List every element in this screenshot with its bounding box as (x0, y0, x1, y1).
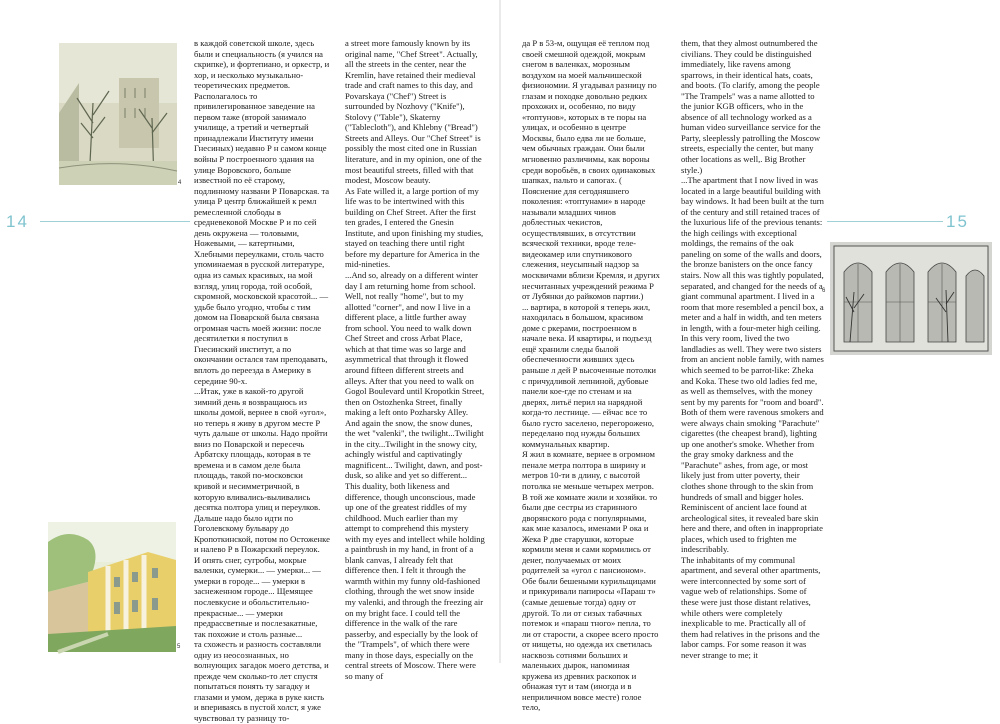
text-column-english-left (345, 38, 485, 681)
page-number-rule-right (827, 221, 943, 222)
paragraph: them, that they almost outnumbered the civilians. They could be distinguished immediately, like ravens among sparrows, in their identical hats, coats, and boots. (To clarify, among the people "The Trampels" was a name allotted to the junior KGB officers, who in the absence of all technology worked as a human video surveillance service for the Party, sleeplessly patrolling the Moscow streets, especially the center, but many other locations as well,. Big Brother style.) (681, 38, 821, 175)
paragraph: Я жил в комнате, вернее в огромном пенале метра полтора в ширину и метров 10-ти в длину, с высотой потолка не меньше четырех метров. В той же комнате жили и хозяйки. то были две сестры из старинного дворянского рода с популярными, как мне казалось, именами Р ока и Жека Р две старушки, которые кормили меня и сами кормились от денег, получаемых от моих родителей за «угол с пансионом». Обе были бешеными курильщицами и прикуривали папиросы «Параш т» (самые дешевые тогда) одну от другой. То ли от сизых табачных потемок и «параш тного» пепла, то ли от старости, а скорее всего просто от нищеты, но одежда их светилась насквозь сотнями больших и маленьких дырок, напоминая кружева из древних раскопок и обнажая тут и там (иногда и в неприличном вовсе месте) голое тело, (522, 449, 659, 713)
text-column-english-right (681, 38, 824, 660)
paragraph: та схожесть и разность составляли одну из неосознанных, но волнующих загадок моего детства, и прежде чем сколько-то лет спустя попытаться понять ту загадку и глазами и умом, держа в руке кисть и впериваясь в пустой холст, я уже чувствовал ту разницу то- (194, 639, 329, 723)
paragraph: ...Итак, уже в какой-то другой зимний день я возвращаюсь из школы домой, вернее в свой «угол», но теперь я живу в другом месте Р чуть дальше от школы. Надо пройти вниз по Поварской и пересечь Арбатску площадь, которая в те времена и в самом деле была площадь, такой по-московски кривой и несимметричной, в которую вливались-выливались десятка полтора улиц и переулков. Дальше надо было идти по Гоголевскому бульвару до Кропоткинской, потом по Остоженке и налево Р в Пожарский переулок. (194, 386, 330, 555)
text-column-russian-left (194, 38, 330, 723)
paragraph: As Fate willed it, a large portion of my life was to be intertwined with this building on Chef Street. After the first ten grades, I entered the Gnesin Institute, and upon finishing my studies, stayed on teaching there until right before my departure for America in the mid-nineties. (345, 185, 484, 270)
figure-number-6: 6 (822, 288, 826, 294)
paragraph: И опять снег, сугробы, мокрые валенки, сумерки... — умерки... — умерки в городе... — умерки в заснеженном городе... Щемящее послевкусие и обольстительно-прекрасные... — умерки предрассветные и послезакатные, так похожие и столь разные... (194, 554, 321, 639)
page-number-left: 14 (6, 212, 29, 231)
figure-street-sketch (59, 43, 177, 185)
paragraph: The inhabitants of my communal apartment, and several other apartments, were interconnected by some sort of vague web of relationships. Some of these were just those distant relatives, while others were completely inexplicable to me. Practically all of them had relatives in the prisons and the labor camps. For some reason it was never strange to me; it (681, 554, 821, 660)
text-column-russian-right (522, 38, 660, 713)
figure-yellow-building (48, 522, 176, 652)
paragraph: в каждой советской школе, здесь были и специальность (я учился на скрипке), и фортепиано, и оркестр, и хор, и несколько музыкально-теоретических предметов. Располагалось то привилегированное заведение на первом таже (второй занимало училище, а третий и четвертый принадлежали Институту имени Гнесиных) недавно Р н самом конце войны Р построенного здания на улице Воровского, больше известной по её старому, подлинному названи Р Поварская. та улица Р центр ближайшей к ремл ремесленной слободы в средневековой Москве Р и по сей день окружена — толовыми, Ножевыми, — катертными, Хлебными переулками, столь часто упоминаемая в русской литературе, одна из самых красивых, на мой взгляд, улиц города, той особой, скромной, московской красотой... — удьбе было угодно, чтобы с тим домом на Поварской была связана огромная часть моей жизни: после десятилетки я поступил в Гнесинский институт, а по окончании остался там преподавать, вплоть до переезда в Америку в середине 90-х. (194, 38, 330, 386)
figure-number-5: 5 (177, 644, 181, 650)
paragraph: да Р в 53-м, ощущая её теплом под своей смешной одеждой, мокрым снегом в валенках, морозным воздухом на моей мальчишеской физиономии. Я угадывал разницу по глазам и походке довольно редких прохожих и, особенно, по виду «топтунов», которых в те поры на улицах, и особенно в центре Москвы, было едва ли не больше, чем обычных граждан. Они были мгновенно различимы, как вороны среди воробьёв, в своих одинаковых шапках, пальто и сапогах. ( Пояснение для сегодняшнего поколения: «топтунами» в народе называли младших чинов доблестных чекистов, осуществлявших, в отсутствии всяческой техники, вроде теле-видеокамер или спутникового слежения, неусыпный надзор за москвичами вблизи Кремля, и других несчитанных учреждений режима Р от Лубянки до райкомов партии.) (522, 38, 660, 302)
paragraph: ... вартира, в которой я теперь жил, находилась в большом, красивом доме с ркерами, построенном в начале века. И квартиры, и подъезд ещё хранили следы былой обеспеченности живших здесь раньше л дей Р высоченные потолки с причудливой лепниной, дубовые панели кое-где по стенам и на дверях, литьё перил на нарядной когда-то лестнице. — ейчас все то было густо заселено, перегорожено, переделано под нужды больших коммунальных квартир. (522, 301, 656, 449)
center-gutter (499, 0, 501, 663)
figure-facade-drawing (830, 242, 992, 355)
paragraph: ...The apartment that I now lived in was located in a large beautiful building with bay windows. It had been built at the turn of the century and still retained traces of the luxurious life of the previous tenants: the high ceilings with exceptional moldings, the remains of the oak paneling on some of the walls and doors, the bronze banisters on the once fancy stairs. Now all this was tightly populated, separated, and changed for the needs of a giant communal apartment. I lived in a room that more resembled a pencil box, a meter and a half in width, and ten meters in length, with a four-meter high ceiling. In this very room, lived the two landladies as well. They were two sisters from an ancient noble family, with names which seemed to be parrot-like: Zheka and Koka. These two old ladies fed me, as well as themselves, with the money sent by my parents for "room and board". Both of them were ravenous smokers and were always chain smoking "Parachute" cigarettes (the cheapest brand), lighting up one another's smoke. Whether from the gray smoky darkness and the "Parachute" ashes, from age, or most likely just from utter poverty, their clothes shone through to the skin from hundreds of small and bigger holes. Reminiscent of ancient lace found at archeological sites, it revealed bare skin here and there, and often in inappropriate places, which used to frighten me indescribably. (681, 175, 824, 555)
page-number-right: 15 (946, 212, 969, 231)
page-number-rule-left (40, 221, 190, 222)
paragraph: And again the snow, the snow dunes, the wet "valenki", the twilight...Twilight in the city...Twilight in the snowy city, achingly wistful and captivatingly magnificent... Twilight, dawn, and post-dusk, so alike and yet so different... (345, 417, 484, 481)
street-sketch-illustration (59, 43, 177, 185)
paragraph: This duality, both likeness and difference, though unconscious, made up one of the greatest riddles of my childhood. Much earlier than my attempt to comprehend this mystery with my eyes and intellect while holding a paintbrush in my hand, in front of a blank canvas, I already felt that difference then. I felt it through the warmth within my funny old-fashioned clothing, through the wet snow inside my valenki, and through the freezing air on my bright face. I could tell the difference in the walk of the rare passerby, and especially by the look of the "Trampels", of which there were many in those days, especially on the central streets of Moscow. There were so many of (345, 480, 485, 681)
yellow-building-illustration (48, 522, 176, 652)
figure-number-4: 4 (178, 180, 182, 186)
paragraph: a street more famously known by its original name, "Chef Street". Actually, all the streets in the center, near the Kremlin, have retained their medieval trade and craft names to this day, and Povarskaya ("Chef") Street is surrounded by Nozhovy ("Knife"), Stolovy ("Table"), Skaterny ("Tablecloth"), and Khlebny ("Bread") Streets and Alleys. Our "Chef Street" is possibly the most cited one in Russian literature, and in my opinion, one of the most beautiful streets, filled with that modest, Moscow beauty. (345, 38, 482, 186)
paragraph: ...And so, already on a different winter day I am returning home from school. Well, not really "home", but to my allotted "corner", and now I live in a different place, a little further away from school. You need to walk down Chef Street and cross Arbat Place, which at that time was so large and asymmetrical that through it flowed around fifteen different streets and alleys. After that you need to walk on Gogol Boulevard until Kropotkin Street, then on Ostozhenka Street, finally making a left onto Pozharsky Alley. (345, 270, 485, 418)
facade-drawing-illustration (830, 242, 992, 355)
